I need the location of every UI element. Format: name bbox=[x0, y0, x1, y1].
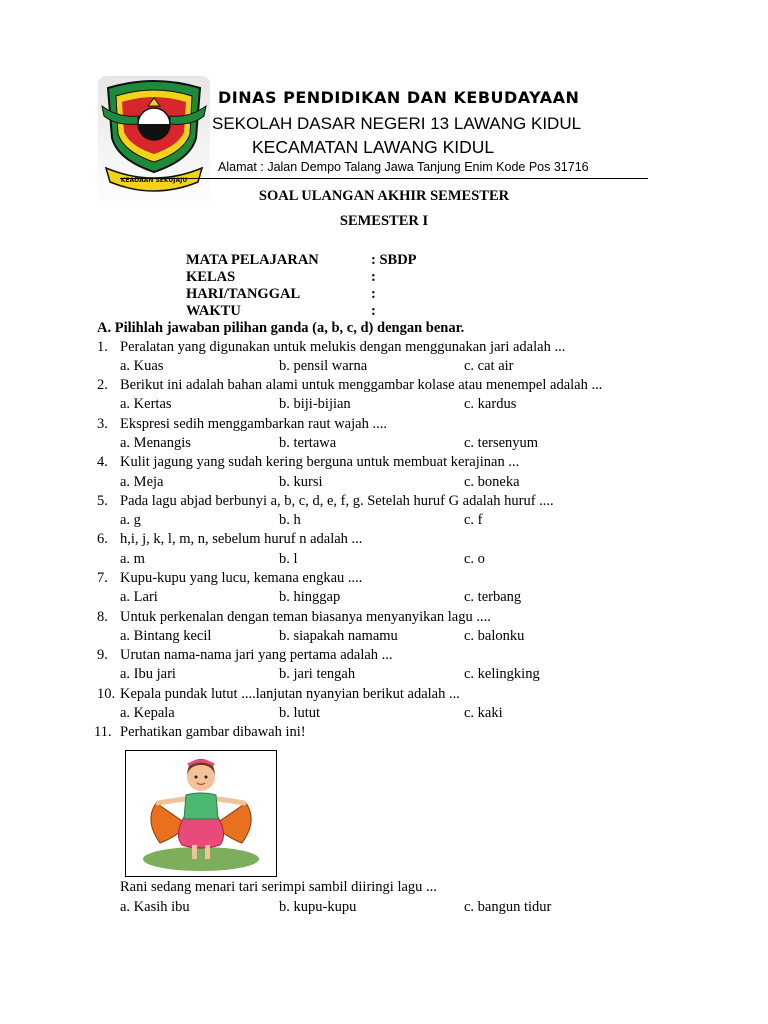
option-b: b. l bbox=[279, 551, 298, 567]
option-b: b. kupu-kupu bbox=[279, 899, 357, 915]
option-b: b. jari tengah bbox=[279, 666, 356, 682]
question-text: Kupu-kupu yang lucu, kemana engkau .... bbox=[120, 570, 363, 586]
question-text: Kepala pundak lutut ....lanjutan nyanyian berikut adalah ... bbox=[120, 686, 460, 702]
section-a-instruction: A. Pilihlah jawaban pilihan ganda (a, b, c, d) dengan benar. bbox=[97, 320, 465, 336]
question-text: Ekspresi sedih menggambarkan raut wajah .... bbox=[120, 416, 387, 432]
info-label: MATA PELAJARAN bbox=[186, 252, 319, 268]
dancing-girl-illustration bbox=[125, 750, 277, 877]
school-name: SEKOLAH DASAR NEGERI 13 LAWANG KIDUL bbox=[212, 114, 582, 133]
info-value: : bbox=[371, 286, 376, 302]
agency-name: DINAS PENDIDIKAN DAN KEBUDAYAAN bbox=[218, 88, 580, 107]
question-text: Kulit jagung yang sudah kering berguna untuk membuat kerajinan ... bbox=[120, 454, 520, 470]
district-name: KECAMATAN LAWANG KIDUL bbox=[252, 137, 495, 157]
question-number: 11. bbox=[94, 724, 112, 740]
option-b: b. h bbox=[279, 512, 301, 528]
question-text: Pada lagu abjad berbunyi a, b, c, d, e, f, g. Setelah huruf G adalah huruf .... bbox=[120, 493, 554, 509]
option-b: b. kursi bbox=[279, 474, 323, 490]
option-a: a. Kepala bbox=[120, 705, 175, 721]
option-b: b. siapakah namamu bbox=[279, 628, 398, 644]
option-c: c. kelingking bbox=[464, 666, 540, 682]
question-number: 6. bbox=[97, 531, 108, 547]
svg-text:KEADAAN SEKUJAJU: KEADAAN SEKUJAJU bbox=[120, 177, 188, 184]
option-a: a. Bintang kecil bbox=[120, 628, 212, 644]
option-b: b. biji-bijian bbox=[279, 396, 351, 412]
option-a: a. g bbox=[120, 512, 141, 528]
option-a: a. Menangis bbox=[120, 435, 191, 451]
question-text: Peralatan yang digunakan untuk melukis dengan menggunakan jari adalah ... bbox=[120, 339, 566, 355]
option-b: b. pensil warna bbox=[279, 358, 368, 374]
question-text: h,i, j, k, l, m, n, sebelum huruf n adalah ... bbox=[120, 531, 363, 547]
option-c: c. o bbox=[464, 551, 485, 567]
info-label: HARI/TANGGAL bbox=[186, 286, 301, 302]
option-c: c. cat air bbox=[464, 358, 514, 374]
option-b: b. lutut bbox=[279, 705, 321, 721]
question-text: Perhatikan gambar dibawah ini! bbox=[120, 724, 306, 740]
school-address: Alamat : Jalan Dempo Talang Jawa Tanjung Enim Kode Pos 31716 bbox=[218, 160, 589, 174]
question-number: 2. bbox=[97, 377, 108, 393]
question-text: Urutan nama-nama jari yang pertama adalah ... bbox=[120, 647, 393, 663]
question-number: 4. bbox=[97, 454, 108, 470]
question-number: 9. bbox=[97, 647, 108, 663]
question-text: Untuk perkenalan dengan teman biasanya menyanyikan lagu .... bbox=[120, 609, 491, 625]
option-a: a. Meja bbox=[120, 474, 164, 490]
option-b: b. hinggap bbox=[279, 589, 341, 605]
exam-title: SOAL ULANGAN AKHIR SEMESTER bbox=[258, 188, 510, 204]
option-c: c. terbang bbox=[464, 589, 522, 605]
exam-semester: SEMESTER I bbox=[339, 213, 429, 229]
option-a: a. Kasih ibu bbox=[120, 899, 190, 915]
option-c: c. boneka bbox=[464, 474, 520, 490]
question-number: 1. bbox=[97, 339, 108, 355]
option-c: c. kaki bbox=[464, 705, 503, 721]
option-a: a. Kertas bbox=[120, 396, 172, 412]
option-a: a. Ibu jari bbox=[120, 666, 176, 682]
question-number: 10. bbox=[97, 686, 116, 702]
question-11-caption: Rani sedang menari tari serimpi sambil diiringi lagu ... bbox=[120, 879, 437, 895]
question-number: 5. bbox=[97, 493, 108, 509]
option-a: a. Kuas bbox=[120, 358, 164, 374]
option-c: c. bangun tidur bbox=[464, 899, 552, 915]
option-c: c. tersenyum bbox=[464, 435, 539, 451]
option-a: a. Lari bbox=[120, 589, 158, 605]
question-text: Berikut ini adalah bahan alami untuk menggambar kolase atau menempel adalah ... bbox=[120, 377, 603, 393]
header-divider bbox=[120, 178, 648, 179]
question-number: 7. bbox=[97, 570, 108, 586]
option-b: b. tertawa bbox=[279, 435, 337, 451]
option-c: c. f bbox=[464, 512, 483, 528]
question-number: 8. bbox=[97, 609, 108, 625]
info-value: : SBDP bbox=[371, 252, 417, 268]
question-number: 3. bbox=[97, 416, 108, 432]
info-value: : bbox=[371, 303, 376, 319]
info-label: WAKTU bbox=[186, 303, 241, 319]
option-c: c. kardus bbox=[464, 396, 517, 412]
option-c: c. balonku bbox=[464, 628, 525, 644]
info-label: KELAS bbox=[186, 269, 236, 285]
option-a: a. m bbox=[120, 551, 145, 567]
info-value: : bbox=[371, 269, 376, 285]
